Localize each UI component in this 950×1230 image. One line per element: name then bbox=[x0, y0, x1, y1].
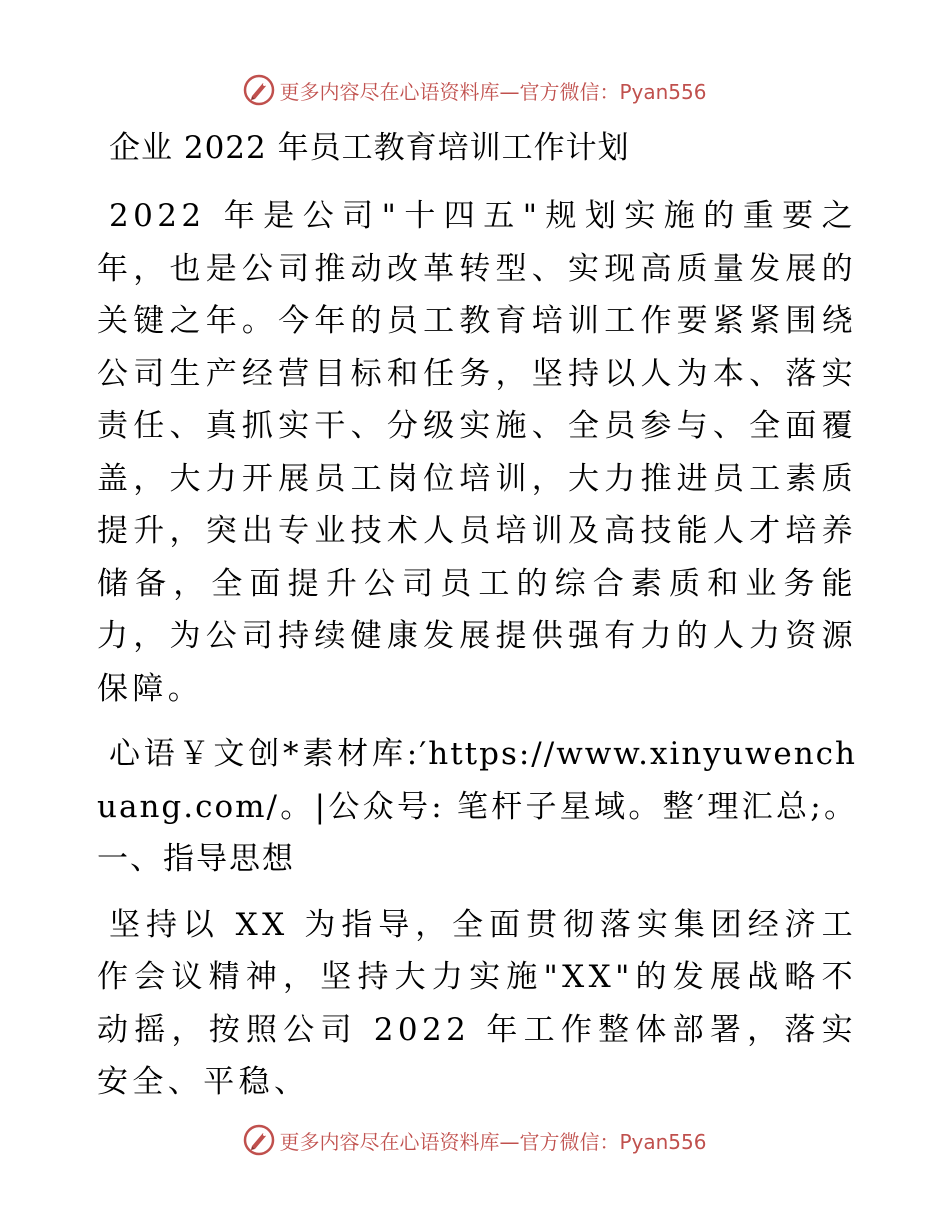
paragraph-source-note: 心语￥文创*素材库:′https://www.xinyuwenchuang.com/。|公众号: 笔杆子星域。整′理汇总;。一、指导思想 bbox=[97, 736, 857, 877]
watermark-text: 更多内容尽在心语资料库—官方微信：Pyan556 bbox=[279, 79, 707, 104]
paragraph-guiding-ideology: 坚持以 XX 为指导，全面贯彻落实集团经济工作会议精神，坚持大力实施"XX"的发展战略不动摇，按照公司 2022 年工作整体部署，落实安全、平稳、 bbox=[97, 906, 857, 1100]
pen-logo-icon bbox=[243, 74, 275, 106]
document-body bbox=[97, 124, 857, 1122]
footer-watermark bbox=[0, 1120, 950, 1160]
pen-logo-icon bbox=[243, 1124, 275, 1156]
paragraph-intro: 2022 年是公司"十四五"规划实施的重要之年，也是公司推动改革转型、实现高质量发展的关键之年。今年的员工教育培训工作要紧紧围绕公司生产经营目标和任务，坚持以人为本、落实责任、真抓实干、分级实施、全员参与、全面覆盖，大力开展员工岗位培训，大力推进员工素质提升，突出专业技术人员培训及高技能人才培养储备，全面提升公司员工的综合素质和业务能力，为公司持续健康发展提供强有力的人力资源保障。 bbox=[97, 198, 857, 707]
header-watermark bbox=[0, 70, 950, 110]
document-title: 企业 2022 年员工教育培训工作计划 bbox=[109, 130, 630, 166]
watermark-text: 更多内容尽在心语资料库—官方微信：Pyan556 bbox=[279, 1129, 707, 1154]
